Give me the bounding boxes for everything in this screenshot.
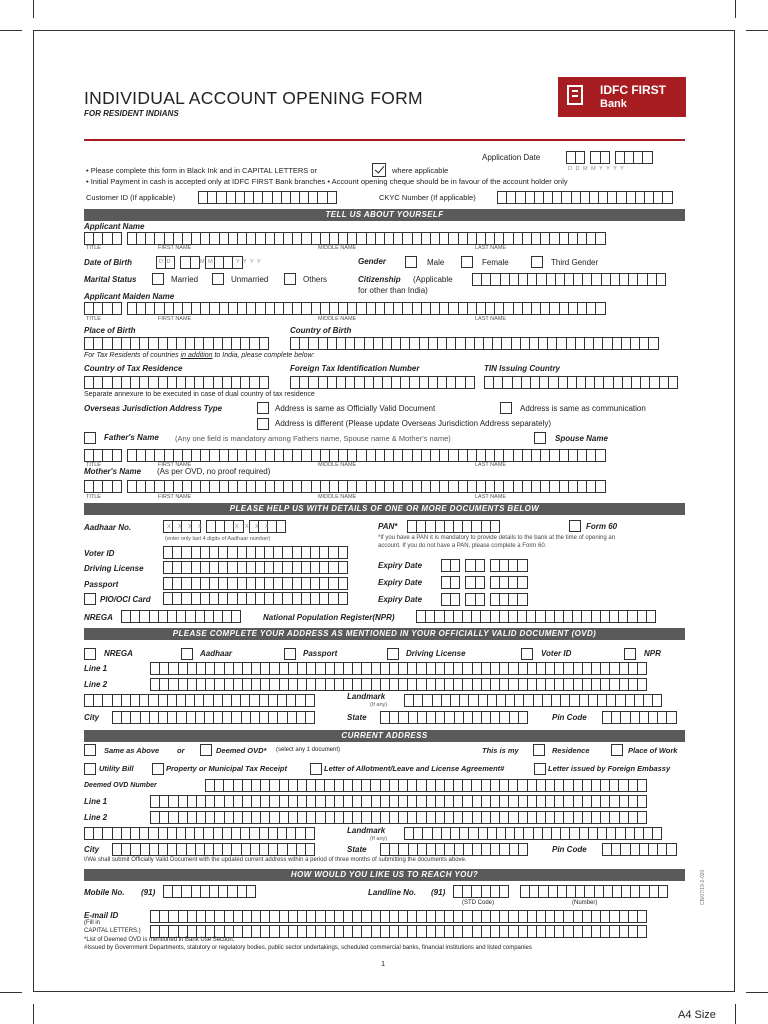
ovd-nrega-checkbox[interactable] (84, 648, 96, 660)
father-spouse-name-boxes[interactable] (84, 449, 605, 462)
gender-male-checkbox[interactable] (405, 256, 417, 268)
ckyc-label: CKYC Number (If applicable) (379, 193, 476, 202)
citizenship-note: (Applicable (413, 275, 453, 284)
or-label: or (177, 746, 185, 755)
form60-checkbox[interactable] (569, 520, 581, 532)
ovd-aadhaar-checkbox[interactable] (181, 648, 193, 660)
overseas-same-comm-checkbox[interactable] (500, 402, 512, 414)
std-code-hint: (STD Code) (462, 900, 495, 906)
aadhaar-mask-x: X (178, 524, 183, 530)
overseas-different-label: Address is different (Please update Overseas Jurisdiction Address separately) (275, 419, 551, 428)
customer-id-boxes[interactable] (198, 191, 336, 204)
marital-label: Marital Status (84, 275, 137, 284)
tax-country-boxes[interactable] (84, 376, 268, 389)
marital-others-label: Others (303, 275, 328, 284)
citizenship-boxes[interactable] (472, 273, 665, 286)
current-line1-boxes[interactable] (150, 795, 646, 808)
letter-allotment-checkbox[interactable] (310, 763, 322, 775)
gender-female-label: Female (482, 258, 509, 267)
ovd-npr-label: NPR (644, 649, 661, 658)
father-name-label: Father's Name (104, 433, 159, 442)
applicant-name-label: Applicant Name (84, 222, 145, 231)
ovd-line3-boxes[interactable] (84, 694, 314, 707)
mother-name-note: (As per OVD, no proof required) (157, 467, 271, 476)
letter-embassy-checkbox[interactable] (534, 763, 546, 775)
bank-logo (558, 77, 686, 117)
instruction-line-1b: where applicable (392, 166, 449, 175)
ovd-landmark-ifany: (If any) (370, 702, 388, 708)
voter-id-label: Voter ID (84, 549, 115, 558)
ovd-voter-label: Voter ID (541, 649, 572, 658)
bank-logo-icon (567, 85, 583, 105)
current-landmark-label: Landmark (347, 826, 386, 835)
aadhaar-mask-x: X (188, 524, 193, 530)
current-line2-label: Line 2 (84, 813, 108, 822)
current-landmark-boxes[interactable] (404, 827, 661, 840)
passport-expiry-label: Expiry Date (378, 578, 423, 587)
residence-label: Residence (552, 746, 590, 755)
letter-embassy-label: Letter issued by Foreign Embassy (548, 764, 671, 773)
hint-last-name: LAST NAME (475, 494, 507, 500)
aadhaar-mask-x: X (255, 524, 260, 530)
annexure-note: Separate annexure to be executed in case of dual country of tax residence (84, 391, 315, 398)
current-city-boxes[interactable] (112, 843, 314, 856)
pan-note-2: account. If you do not have a PAN, please complete a Form 60. (378, 543, 547, 549)
current-city-label: City (84, 845, 100, 854)
section-current-header: CURRENT ADDRESS (84, 730, 685, 742)
ovd-npr-checkbox[interactable] (624, 648, 636, 660)
passport-label: Passport (84, 580, 119, 589)
email-fill-note: (Fill in (84, 920, 100, 926)
mobile-code-label: (91) (141, 888, 156, 897)
current-landmark-ifany: (If any) (370, 836, 388, 842)
tax-residence-note: For Tax Residents of countries in addition to India, please complete below: (84, 352, 315, 359)
citizenship-note-2: for other than India) (358, 286, 428, 295)
hint-first-name: FIRST NAME (158, 494, 192, 500)
this-is-my-label: This is my (482, 746, 519, 755)
instruction-line-1: • Please complete this form in Black Ink and in CAPITAL LETTERS or (86, 166, 318, 175)
date-format-hint: D D M M Y Y Y Y (568, 166, 625, 172)
footnote-2: #Issued by Government Departments, statutory or regulatory bodies, public sector undertakings, scheduled commercial banks, financial institutions and listed companies (84, 945, 532, 951)
hint-middle-name: MIDDLE NAME (318, 494, 357, 500)
application-date-boxes[interactable] (566, 151, 652, 164)
ovd-landmark-boxes[interactable] (404, 694, 661, 707)
passport-expiry-boxes[interactable] (441, 576, 527, 589)
ovd-line1-label: Line 1 (84, 664, 108, 673)
aadhaar-hint: (enter only last 4 digits of Aadhaar number) (165, 536, 271, 542)
applicant-name-boxes[interactable] (84, 232, 605, 245)
hint-title: TITLE (86, 316, 101, 322)
hint-title: TITLE (86, 462, 101, 468)
pio-oci-label: PIO/OCI Card (100, 595, 151, 604)
country-of-birth-boxes[interactable] (290, 337, 658, 350)
tax-country-label: Country of Tax Residence (84, 364, 183, 373)
dl-expiry-label: Expiry Date (378, 561, 423, 570)
dob-dd-hint: D D (159, 259, 172, 265)
passport-boxes[interactable] (163, 577, 347, 590)
mother-name-label: Mother's Name (84, 467, 142, 476)
hint-first-name: FIRST NAME (158, 316, 192, 322)
paper-size-label: A4 Size (678, 1009, 716, 1021)
nrega-boxes[interactable] (121, 610, 240, 623)
tin-country-boxes[interactable] (484, 376, 677, 389)
dob-label: Date of Birth (84, 258, 132, 267)
email-label: E-mail ID (84, 911, 119, 920)
pan-note: *If you have a PAN it is mandatory to provide details to the bank at the time of opening an (378, 535, 616, 541)
hint-first-name: FIRST NAME (158, 462, 192, 468)
deemed-ovd-label: Deemed OVD* (216, 746, 267, 755)
hint-last-name: LAST NAME (475, 462, 507, 468)
gender-female-checkbox[interactable] (461, 256, 473, 268)
hint-title: TITLE (86, 494, 101, 500)
ovd-landmark-label: Landmark (347, 692, 386, 701)
spouse-name-label: Spouse Name (555, 434, 608, 443)
hint-last-name: LAST NAME (475, 316, 507, 322)
dob-mm-hint: M M (200, 259, 214, 265)
letter-allotment-label: Letter of Allotment/Leave and License Agreement# (324, 764, 505, 773)
ovd-nrega-label: NREGA (104, 649, 133, 658)
number-hint: (Number) (572, 900, 598, 906)
dl-expiry-boxes[interactable] (441, 559, 527, 572)
ovd-voter-checkbox[interactable] (521, 648, 533, 660)
deemed-ovd-select-note: (select any 1 document) (276, 747, 341, 753)
hint-middle-name: MIDDLE NAME (318, 462, 357, 468)
citizenship-label: Citizenship (358, 275, 401, 284)
mobile-boxes[interactable] (163, 885, 255, 898)
current-line1-label: Line 1 (84, 797, 108, 806)
property-tax-label: Property or Municipal Tax Receipt (166, 764, 287, 773)
aadhaar-mask-x: X (198, 524, 203, 530)
utility-bill-checkbox[interactable] (84, 763, 96, 775)
ftin-boxes[interactable] (290, 376, 474, 389)
aadhaar-mask-x: X (265, 524, 270, 530)
aadhaar-mask-x: X (235, 524, 240, 530)
section-reach-header: HOW WOULD YOU LIKE US TO REACH YOU? (84, 869, 685, 881)
place-of-work-checkbox[interactable] (611, 744, 623, 756)
marital-unmarried-checkbox[interactable] (212, 273, 224, 285)
same-as-above-checkbox[interactable] (84, 744, 96, 756)
property-tax-checkbox[interactable] (152, 763, 164, 775)
ovd-line2-label: Line 2 (84, 680, 108, 689)
marital-married-label: Married (171, 275, 199, 284)
place-of-birth-boxes[interactable] (84, 337, 268, 350)
footnote-1: *List of Deemed OVD is mentioned in Bank Use Section. (84, 937, 235, 943)
marital-married-checkbox[interactable] (152, 273, 164, 285)
mother-name-boxes[interactable] (84, 480, 605, 493)
dob-yyyy-hint: Y Y Y Y (236, 259, 262, 265)
father-name-note: (Any one field is mandatory among Fathers name, Spouse name & Mother's name) (175, 434, 451, 443)
overseas-same-ovd-label: Address is same as Officially Valid Document (275, 404, 436, 413)
ovd-passport-label: Passport (303, 649, 338, 658)
ovd-dl-checkbox[interactable] (387, 648, 399, 660)
hint-middle-name: MIDDLE NAME (318, 316, 357, 322)
pio-expiry-label: Expiry Date (378, 595, 423, 604)
landline-code-label: (91) (431, 888, 446, 897)
submit-note: I/We shall submit Officially Valid Document with the updated current address within a period of three months of submitting the documents above. (84, 857, 467, 863)
maiden-name-boxes[interactable] (84, 302, 605, 315)
ftin-label: Foreign Tax Identification Number (290, 364, 420, 373)
pan-label: PAN* (378, 522, 398, 531)
ovd-aadhaar-label: Aadhaar (200, 649, 233, 658)
pan-boxes[interactable] (407, 520, 499, 533)
father-name-checkbox[interactable] (84, 432, 96, 444)
tick-icon (372, 163, 386, 177)
ovd-line1-boxes[interactable] (150, 662, 646, 675)
ovd-passport-checkbox[interactable] (284, 648, 296, 660)
hint-last-name: LAST NAME (475, 245, 507, 251)
driving-license-boxes[interactable] (163, 561, 347, 574)
pio-oci-boxes[interactable] (163, 592, 347, 605)
gender-third-checkbox[interactable] (531, 256, 543, 268)
section-documents-header: PLEASE HELP US WITH DETAILS OF ONE OR MORE DOCUMENTS BELOW (84, 503, 685, 515)
landline-number-boxes[interactable] (520, 885, 667, 898)
marital-others-checkbox[interactable] (284, 273, 296, 285)
maiden-name-label: Applicant Maiden Name (84, 292, 175, 301)
country-of-birth-label: Country of Birth (290, 326, 352, 335)
ovd-city-boxes[interactable] (112, 711, 314, 724)
overseas-different-checkbox[interactable] (257, 418, 269, 430)
ovd-state-boxes[interactable] (380, 711, 527, 724)
customer-id-label: Customer ID (If applicable) (86, 193, 176, 202)
application-date-label: Application Date (482, 153, 541, 162)
overseas-same-ovd-checkbox[interactable] (257, 402, 269, 414)
form-subtitle: FOR RESIDENT INDIANS (84, 109, 179, 118)
logo-text-2: Bank (600, 98, 627, 110)
spouse-name-checkbox[interactable] (534, 432, 546, 444)
aadhaar-mask-x: X (167, 524, 176, 530)
hint-middle-name: MIDDLE NAME (318, 245, 357, 251)
ovd-pin-label: Pin Code (552, 713, 587, 722)
section-about-header: TELL US ABOUT YOURSELF (84, 209, 685, 221)
aadhaar-label: Aadhaar No. (84, 523, 132, 532)
npr-boxes[interactable] (416, 610, 655, 623)
landline-label: Landline No. (368, 888, 416, 897)
overseas-label: Overseas Jurisdiction Address Type (84, 404, 223, 413)
gender-third-label: Third Gender (551, 258, 599, 267)
tin-country-label: TIN Issuing Country (484, 364, 560, 373)
page-number: 1 (381, 959, 386, 968)
mobile-label: Mobile No. (84, 888, 125, 897)
ovd-line2-boxes[interactable] (150, 678, 646, 691)
email-boxes[interactable] (150, 910, 646, 923)
deemed-ovd-number-label: Deemed OVD Number (84, 782, 157, 789)
place-of-birth-label: Place of Birth (84, 326, 136, 335)
form60-label: Form 60 (586, 522, 618, 531)
utility-bill-label: Utility Bill (99, 764, 134, 773)
logo-text: IDFC FIRST (600, 83, 666, 97)
ovd-state-label: State (347, 713, 367, 722)
deemed-ovd-checkbox[interactable] (200, 744, 212, 756)
current-pin-label: Pin Code (552, 845, 587, 854)
gender-label: Gender (358, 257, 387, 266)
marital-unmarried-label: Unmarried (231, 275, 269, 284)
section-ovd-header: PLEASE COMPLETE YOUR ADDRESS AS MENTIONED IN YOUR OFFICIALLY VALID DOCUMENT (OVD) (84, 628, 685, 640)
pio-expiry-boxes[interactable] (441, 593, 527, 606)
current-line3-boxes[interactable] (84, 827, 314, 840)
instruction-line-2: • Initial Payment in cash is accepted only at IDFC FIRST Bank branches • Account opening cheque should be in favour of the account holder only (86, 177, 568, 186)
landline-std-boxes[interactable] (453, 885, 508, 898)
form-title: INDIVIDUAL ACCOUNT OPENING FORM (84, 88, 423, 108)
hint-first-name: FIRST NAME (158, 245, 192, 251)
same-as-above-label: Same as Above (104, 746, 160, 755)
aadhaar-mask-x: X (245, 524, 250, 530)
place-of-work-label: Place of Work (628, 746, 678, 755)
current-state-label: State (347, 845, 367, 854)
hint-title: TITLE (86, 245, 101, 251)
current-pin-boxes[interactable] (602, 843, 676, 856)
deemed-ovd-number-boxes[interactable] (205, 779, 646, 792)
residence-checkbox[interactable] (533, 744, 545, 756)
email-fill-note-2: CAPITAL LETTERS.) (84, 928, 141, 934)
ovd-city-label: City (84, 713, 100, 722)
header-rule (84, 139, 685, 141)
pio-oci-checkbox[interactable] (84, 593, 96, 605)
current-state-boxes[interactable] (380, 843, 527, 856)
current-line2-boxes[interactable] (150, 811, 646, 824)
voter-id-boxes[interactable] (163, 546, 347, 559)
ckyc-boxes[interactable] (497, 191, 672, 204)
gender-male-label: Male (427, 258, 445, 267)
npr-label: National Population Register(NPR) (263, 613, 395, 622)
form-code: CB/07/19-2-020 (700, 869, 706, 905)
ovd-dl-label: Driving License (406, 649, 466, 658)
overseas-same-comm-label: Address is same as communication (520, 404, 646, 413)
driving-license-label: Driving License (84, 564, 144, 573)
ovd-pin-boxes[interactable] (602, 711, 676, 724)
nrega-label: NREGA (84, 613, 113, 622)
